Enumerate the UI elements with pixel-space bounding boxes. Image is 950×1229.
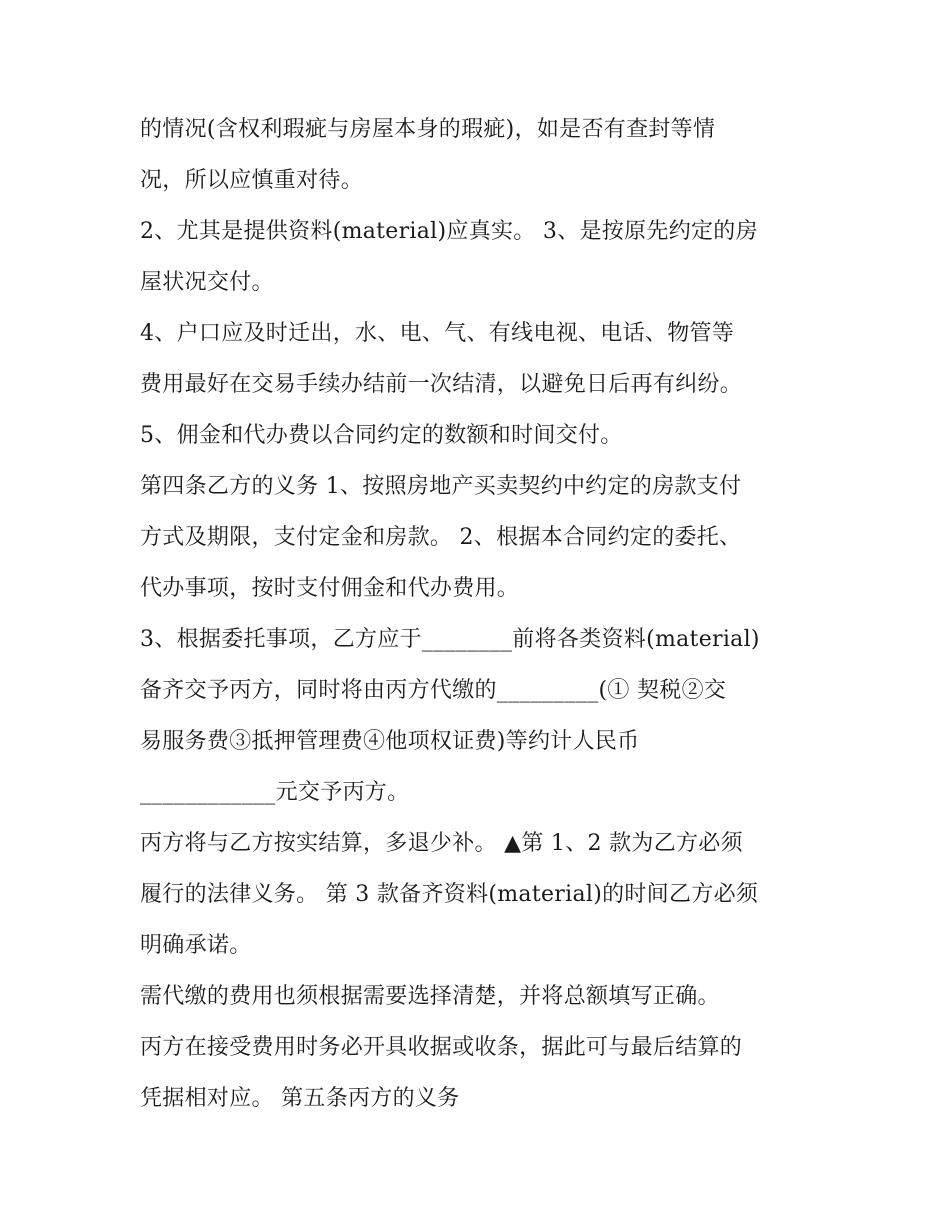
- text-line: 需代缴的费用也须根据需要选择清楚，并将总额填写正确。: [140, 984, 720, 1009]
- text-line: 5、佣金和代办费以合同约定的数额和时间交付。: [140, 423, 623, 448]
- contract-text-body: [140, 104, 830, 1124]
- text-line: 备齐交予丙方，同时将由丙方代缴的_________(① 契税②交: [140, 678, 727, 703]
- text-line: 屋状况交付。: [140, 270, 274, 295]
- text-line: 代办事项，按时支付佣金和代办费用。: [140, 576, 520, 601]
- text-line: 3、根据委托事项，乙方应于________前将各类资料(material): [140, 627, 760, 652]
- text-line: ____________元交予丙方。: [140, 780, 410, 805]
- text-line: 的情况(含权利瑕疵与房屋本身的瑕疵)，如是否有查封等情: [140, 117, 716, 142]
- text-line: 明确承诺。: [140, 933, 252, 958]
- text-line: 丙方将与乙方按实结算，多退少补。 ▲第 1、2 款为乙方必须: [140, 831, 743, 856]
- text-line: 履行的法律义务。 第 3 款备齐资料(material)的时间乙方必须: [140, 882, 759, 907]
- text-line: 4、户口应及时迁出，水、电、气、有线电视、电话、物管等: [140, 321, 735, 346]
- text-line: 费用最好在交易手续办结前一次结清，以避免日后再有纠纷。: [140, 372, 743, 397]
- text-line: 方式及期限，支付定金和房款。 2、根据本合同约定的委托、: [140, 525, 742, 550]
- text-line: 第四条乙方的义务 1、按照房地产买卖契约中约定的房款支付: [140, 474, 742, 499]
- text-line: 凭据相对应。 第五条丙方的义务: [140, 1086, 460, 1111]
- text-line: 况，所以应慎重对待。: [140, 168, 364, 193]
- text-line: 丙方在接受费用时务必开具收据或收条，据此可与最后结算的: [140, 1035, 743, 1060]
- text-line: 2、尤其是提供资料(material)应真实。 3、是按原先约定的房: [140, 219, 758, 244]
- text-line: 易服务费③抵押管理费④他项权证费)等约计人民币: [140, 729, 640, 754]
